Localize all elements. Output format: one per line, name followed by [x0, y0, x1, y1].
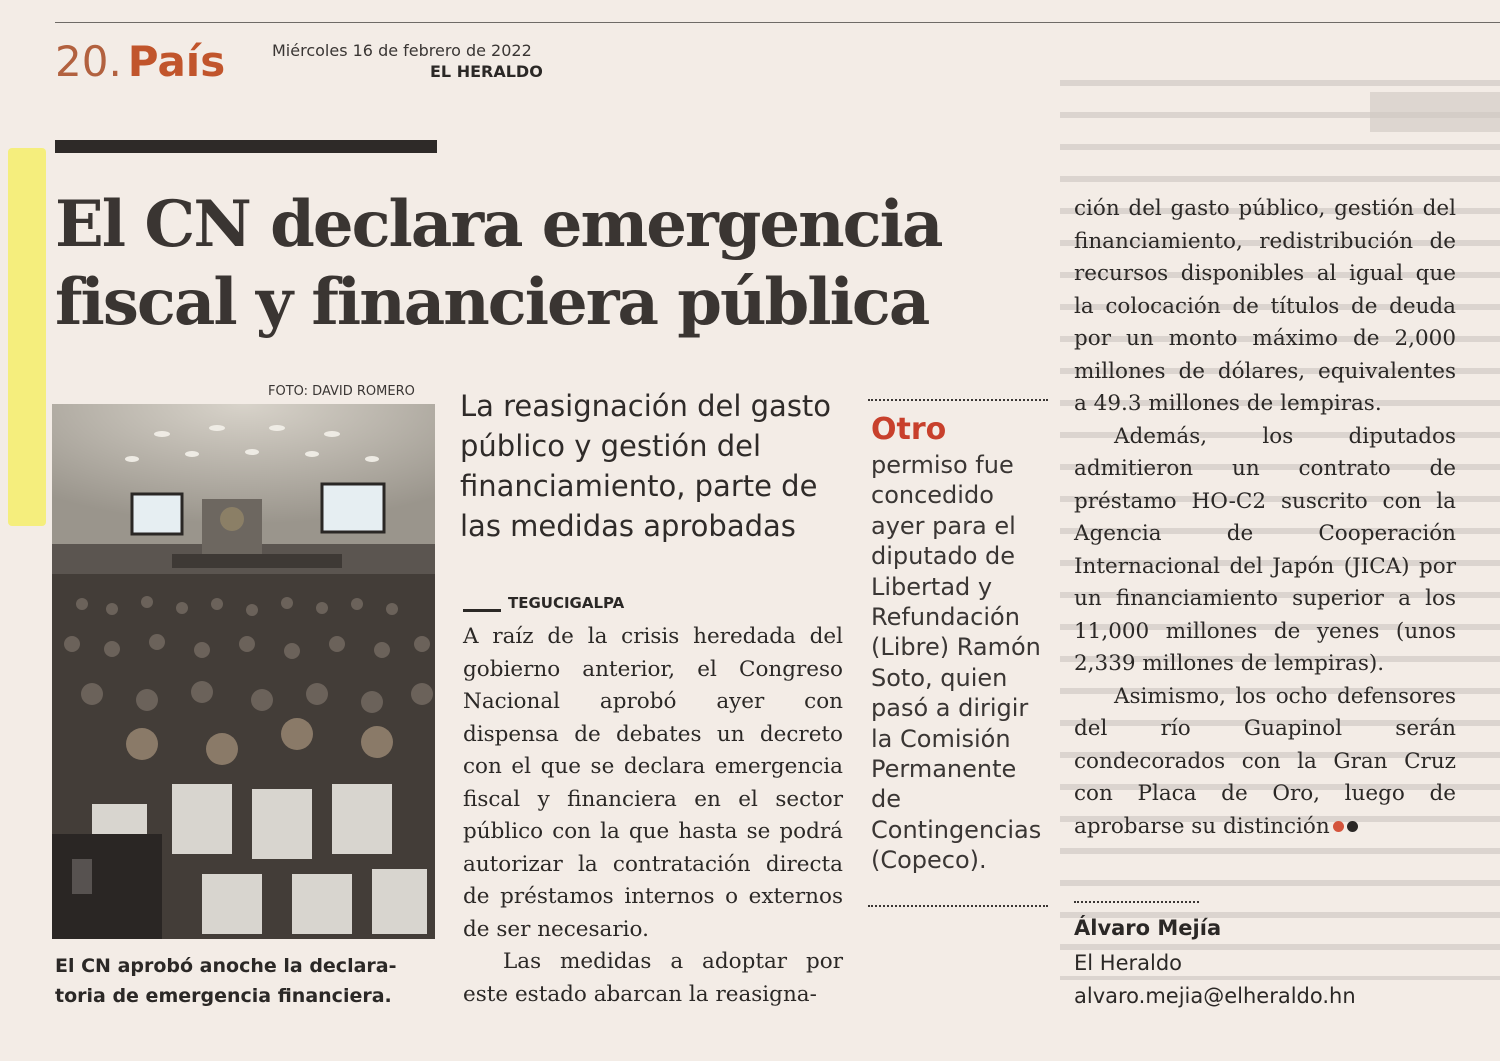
headline-bar: [55, 140, 437, 153]
section-name: País: [127, 37, 226, 86]
headline: [55, 186, 1055, 342]
dateline-place: TEGUCIGALPA: [508, 594, 625, 612]
bleed-through-box: [1370, 92, 1500, 132]
byline-author: Álvaro Mejía: [1074, 916, 1222, 940]
article-column-1: [463, 621, 843, 1011]
article-paragraph-3: ción del gasto público, gestión del financiamiento, redistribución de recursos disponibles al igual que la colocación de títulos de deuda por un monto máximo de 2,000 millones de dólares, equivalentes a 49.3 millones de lempiras.: [1074, 196, 1456, 416]
dateline-dash: [463, 609, 501, 612]
article-paragraph-5: [1074, 681, 1456, 844]
highlighter-mark: [8, 148, 46, 526]
sidebar-text: permiso fue concedido ayer para el diputado de Libertad y Refundación (Libre) Ramón Soto, quien pasó a dirigir la Comisión Permanente de Contingencias (Copeco).: [871, 451, 1042, 875]
sidebar-top-dotted-rule: [868, 399, 1048, 401]
newspaper-name: EL HERALDO: [430, 62, 543, 81]
caption-line-1: El CN aprobó anoche la declara-: [55, 955, 397, 977]
article-column-2: [1074, 193, 1456, 843]
subheadline: La reasignación del gasto público y gestión del financiamiento, parte de las medidas aprobadas: [460, 389, 832, 543]
byline-dotted-rule: [1074, 901, 1199, 903]
byline-outlet: El Heraldo: [1074, 951, 1183, 975]
end-mark-dark-dot: [1347, 821, 1358, 832]
page-number: 20.: [55, 37, 122, 86]
top-rule: [55, 22, 1500, 23]
photo-credit: FOTO: DAVID ROMERO: [268, 384, 415, 399]
page-folio: [55, 36, 225, 88]
congress-chamber-photo: [52, 404, 435, 939]
article-paragraph-2: Las medidas a adoptar por este estado abarcan la reasigna-: [463, 949, 843, 1007]
publication-date: Miércoles 16 de febrero de 2022: [272, 41, 532, 60]
article-paragraph-4: Además, los diputados admitieron un contrato de préstamo HO-C2 suscrito con la Agencia de Cooperación Internacional del Japón (JICA) por un financiamiento superior a los 11,000 millones de yenes (unos 2,339 millones de lempiras).: [1074, 423, 1456, 676]
article-paragraph-1: A raíz de la crisis heredada del gobierno anterior, el Congreso Nacional aprobó ayer con dispensa de debates un decreto con el que se declara emergencia fiscal y financiera en el sector público con la que hasta se podrá autorizar la contratación directa de préstamos internos o externos de ser necesario.: [463, 624, 843, 942]
article-closing-text: Asimismo, los ocho defensores del río Guapinol serán condecorados con la Gran Cruz con Placa de Oro, luego de aprobarse su distinción: [1074, 683, 1456, 839]
photo-illustration: [52, 404, 435, 939]
byline-email[interactable]: alvaro.mejia@elheraldo.hn: [1074, 984, 1356, 1008]
sidebar-bottom-dotted-rule: [868, 905, 1048, 907]
caption-line-2: toria de emergencia financiera.: [55, 985, 392, 1007]
headline-line-1: El CN declara emergencia: [55, 187, 942, 262]
sidebar-label: Otro: [871, 412, 947, 447]
headline-line-2: fiscal y financiera pública: [55, 265, 929, 340]
end-mark-red-dot: [1333, 821, 1344, 832]
photo-caption: [55, 951, 435, 1011]
